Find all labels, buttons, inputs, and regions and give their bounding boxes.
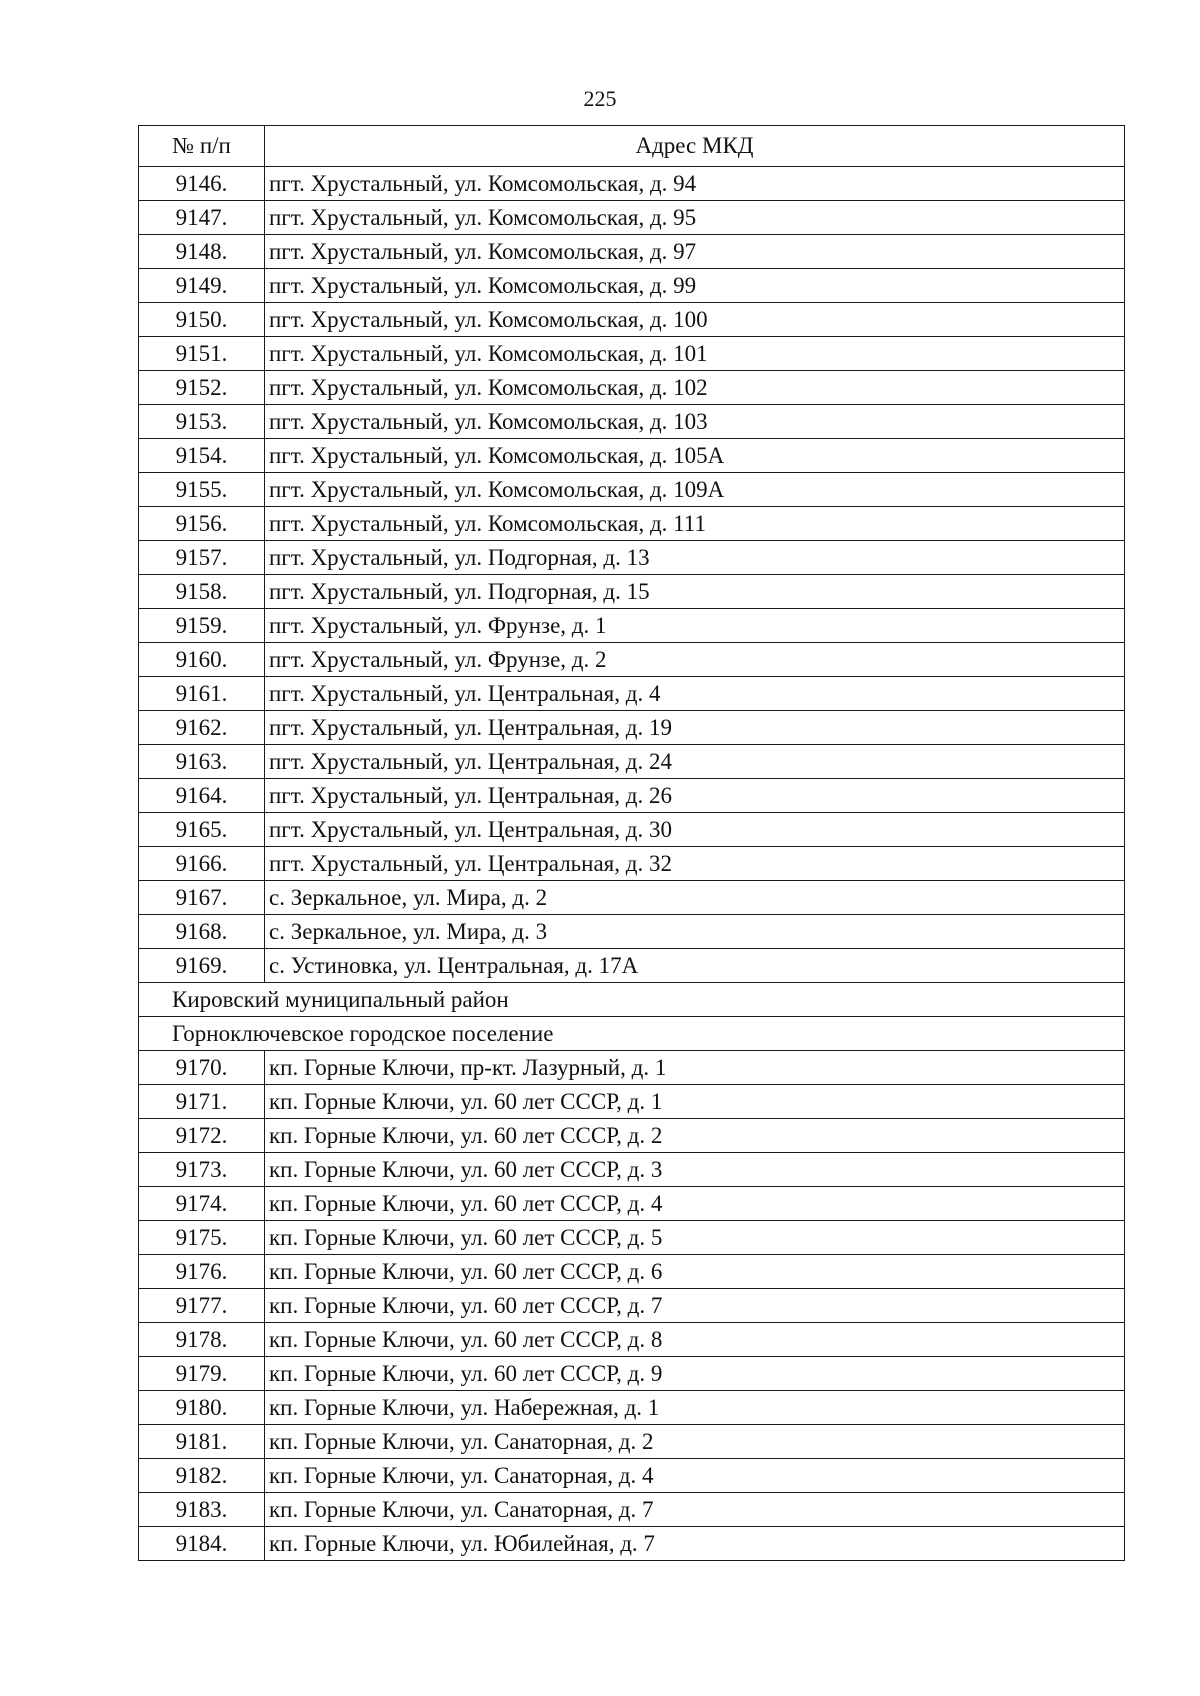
row-number: 9164. [139,779,265,813]
table-row [139,405,1125,439]
table-row [139,541,1125,575]
row-number: 9155. [139,473,265,507]
row-number: 9158. [139,575,265,609]
table-row [139,813,1125,847]
address-table-container [138,125,1124,1561]
row-address: пгт. Хрустальный, ул. Фрунзе, д. 1 [265,609,1125,643]
table-row [139,201,1125,235]
row-address: пгт. Хрустальный, ул. Комсомольская, д. 95 [265,201,1125,235]
row-address: кп. Горные Ключи, пр-кт. Лазурный, д. 1 [265,1051,1125,1085]
row-number: 9154. [139,439,265,473]
row-address: кп. Горные Ключи, ул. Набережная, д. 1 [265,1391,1125,1425]
row-number: 9165. [139,813,265,847]
table-row [139,745,1125,779]
table-row [139,677,1125,711]
row-number: 9159. [139,609,265,643]
table-row [139,881,1125,915]
row-number: 9151. [139,337,265,371]
row-number: 9173. [139,1153,265,1187]
row-number: 9150. [139,303,265,337]
table-row [139,507,1125,541]
table-row [139,1289,1125,1323]
row-number: 9178. [139,1323,265,1357]
row-number: 9169. [139,949,265,983]
table-row [139,439,1125,473]
row-address: пгт. Хрустальный, ул. Комсомольская, д. 103 [265,405,1125,439]
row-address: пгт. Хрустальный, ул. Центральная, д. 32 [265,847,1125,881]
row-address: пгт. Хрустальный, ул. Подгорная, д. 15 [265,575,1125,609]
section-title: Горноключевское городское поселение [139,1017,1125,1051]
row-number: 9148. [139,235,265,269]
row-address: пгт. Хрустальный, ул. Комсомольская, д. 105А [265,439,1125,473]
row-number: 9162. [139,711,265,745]
row-address: пгт. Хрустальный, ул. Комсомольская, д. 111 [265,507,1125,541]
row-number: 9168. [139,915,265,949]
table-row [139,575,1125,609]
table-body [139,167,1125,1561]
table-row [139,1085,1125,1119]
table-row [139,1493,1125,1527]
table-row [139,1153,1125,1187]
row-number: 9149. [139,269,265,303]
table-row [139,167,1125,201]
row-number: 9161. [139,677,265,711]
row-address: кп. Горные Ключи, ул. Санаторная, д. 7 [265,1493,1125,1527]
row-address: пгт. Хрустальный, ул. Центральная, д. 24 [265,745,1125,779]
table-row [139,609,1125,643]
row-number: 9183. [139,1493,265,1527]
row-address: пгт. Хрустальный, ул. Центральная, д. 19 [265,711,1125,745]
table-header [139,126,1125,167]
address-table [138,125,1125,1561]
section-row [139,983,1125,1017]
row-number: 9160. [139,643,265,677]
row-number: 9170. [139,1051,265,1085]
row-address: с. Зеркальное, ул. Мира, д. 2 [265,881,1125,915]
row-number: 9156. [139,507,265,541]
table-row [139,711,1125,745]
table-row [139,1187,1125,1221]
table-row [139,1391,1125,1425]
table-row [139,1119,1125,1153]
row-address: пгт. Хрустальный, ул. Центральная, д. 26 [265,779,1125,813]
row-address: кп. Горные Ключи, ул. 60 лет СССР, д. 3 [265,1153,1125,1187]
row-number: 9181. [139,1425,265,1459]
row-address: пгт. Хрустальный, ул. Комсомольская, д. 100 [265,303,1125,337]
row-address: кп. Горные Ключи, ул. 60 лет СССР, д. 1 [265,1085,1125,1119]
row-address: пгт. Хрустальный, ул. Центральная, д. 4 [265,677,1125,711]
row-number: 9171. [139,1085,265,1119]
row-number: 9172. [139,1119,265,1153]
row-address: пгт. Хрустальный, ул. Комсомольская, д. 97 [265,235,1125,269]
row-address: кп. Горные Ключи, ул. 60 лет СССР, д. 2 [265,1119,1125,1153]
row-number: 9184. [139,1527,265,1561]
table-row [139,915,1125,949]
row-address: кп. Горные Ключи, ул. 60 лет СССР, д. 6 [265,1255,1125,1289]
row-address: пгт. Хрустальный, ул. Комсомольская, д. 109А [265,473,1125,507]
table-row [139,1425,1125,1459]
row-number: 9146. [139,167,265,201]
row-address: с. Зеркальное, ул. Мира, д. 3 [265,915,1125,949]
row-address: кп. Горные Ключи, ул. 60 лет СССР, д. 5 [265,1221,1125,1255]
table-row [139,1323,1125,1357]
section-title: Кировский муниципальный район [139,983,1125,1017]
row-number: 9163. [139,745,265,779]
table-row [139,1357,1125,1391]
row-number: 9153. [139,405,265,439]
row-number: 9174. [139,1187,265,1221]
row-address: пгт. Хрустальный, ул. Центральная, д. 30 [265,813,1125,847]
row-address: кп. Горные Ключи, ул. 60 лет СССР, д. 4 [265,1187,1125,1221]
row-address: кп. Горные Ключи, ул. Санаторная, д. 4 [265,1459,1125,1493]
table-row [139,1527,1125,1561]
row-number: 9180. [139,1391,265,1425]
table-row [139,1459,1125,1493]
table-row [139,1255,1125,1289]
page-number: 225 [583,86,617,111]
table-row [139,779,1125,813]
table-row [139,949,1125,983]
row-number: 9179. [139,1357,265,1391]
row-number: 9176. [139,1255,265,1289]
table-row [139,847,1125,881]
table-row [139,337,1125,371]
row-number: 9167. [139,881,265,915]
row-number: 9175. [139,1221,265,1255]
row-number: 9152. [139,371,265,405]
row-address: кп. Горные Ключи, ул. Юбилейная, д. 7 [265,1527,1125,1561]
table-row [139,643,1125,677]
row-number: 9177. [139,1289,265,1323]
table-row [139,1051,1125,1085]
row-number: 9182. [139,1459,265,1493]
table-row [139,371,1125,405]
table-row [139,473,1125,507]
row-address: пгт. Хрустальный, ул. Комсомольская, д. 99 [265,269,1125,303]
row-address: пгт. Хрустальный, ул. Комсомольская, д. 101 [265,337,1125,371]
section-row [139,1017,1125,1051]
table-row [139,235,1125,269]
row-address: пгт. Хрустальный, ул. Фрунзе, д. 2 [265,643,1125,677]
row-address: кп. Горные Ключи, ул. 60 лет СССР, д. 8 [265,1323,1125,1357]
table-row [139,1221,1125,1255]
row-number: 9157. [139,541,265,575]
row-number: 9166. [139,847,265,881]
header-number: № п/п [139,126,265,167]
header-address: Адрес МКД [265,126,1125,167]
header-row [139,126,1125,167]
row-number: 9147. [139,201,265,235]
row-address: с. Устиновка, ул. Центральная, д. 17А [265,949,1125,983]
row-address: пгт. Хрустальный, ул. Комсомольская, д. 94 [265,167,1125,201]
row-address: пгт. Хрустальный, ул. Подгорная, д. 13 [265,541,1125,575]
row-address: кп. Горные Ключи, ул. 60 лет СССР, д. 7 [265,1289,1125,1323]
row-address: пгт. Хрустальный, ул. Комсомольская, д. 102 [265,371,1125,405]
row-address: кп. Горные Ключи, ул. 60 лет СССР, д. 9 [265,1357,1125,1391]
table-row [139,303,1125,337]
row-address: кп. Горные Ключи, ул. Санаторная, д. 2 [265,1425,1125,1459]
table-row [139,269,1125,303]
